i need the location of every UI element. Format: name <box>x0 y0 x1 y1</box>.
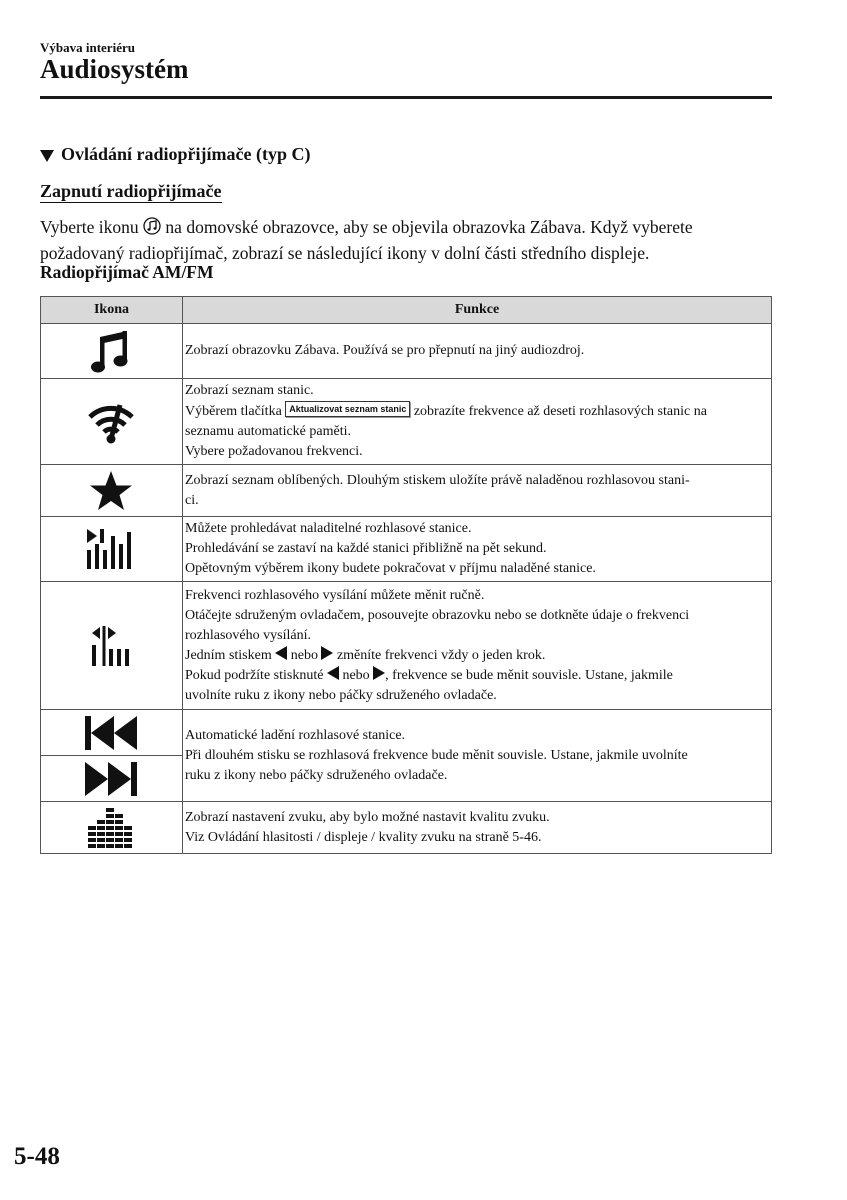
table-row <box>41 517 772 582</box>
function-text: Opětovným výběrem ikony budete pokračovat v příjmu naladěné stanice. <box>185 561 596 576</box>
subsection-heading: Zapnutí radiopřijímače <box>40 181 222 201</box>
function-text: Frekvenci rozhlasového vysílání můžete měnit ručně. <box>185 587 485 603</box>
function-text: ruku z ikony nebo páčky sdruženého ovladače. <box>185 767 448 783</box>
header-section-label: Výbava interiéru <box>40 40 135 55</box>
scan-icon <box>43 528 178 570</box>
header-divider <box>40 96 772 99</box>
function-text: ci. <box>185 492 199 508</box>
function-table <box>40 296 772 854</box>
function-text: Automatické ladění rozhlasové stanice. <box>185 727 406 743</box>
icon-cell <box>41 710 183 756</box>
icon-cell <box>41 802 183 854</box>
table-row <box>41 324 772 379</box>
function-text: Můžete prohledávat naladitelné rozhlasové stanice. <box>185 521 472 536</box>
function-cell <box>183 379 772 465</box>
table-row <box>41 582 772 710</box>
function-text: Výběrem tlačítka Aktualizovat seznam stanic zobrazíte frekvence až deseti rozhlasových stanic na <box>185 401 767 422</box>
am-fm-heading: Radiopřijímač AM/FM <box>40 262 214 282</box>
manual-tune-icon <box>43 625 178 667</box>
right-arrow-icon <box>373 666 385 680</box>
icon-cell <box>41 582 183 710</box>
function-cell <box>183 802 772 854</box>
table-row <box>41 802 772 854</box>
update-station-list-button: Aktualizovat seznam stanic <box>285 401 410 417</box>
function-cell <box>183 324 772 379</box>
icon-cell <box>41 324 183 379</box>
equalizer-icon <box>43 806 178 850</box>
music-note-circle-icon <box>143 217 161 241</box>
triangle-bullet-icon <box>40 150 54 162</box>
icon-cell <box>41 465 183 517</box>
function-text: Při dlouhém stisku se rozhlasová frekvence bude měnit souvisle. Ustane, jakmile uvolníte <box>185 747 688 763</box>
section-heading <box>40 144 311 165</box>
function-text: Zobrazí nastavení zvuku, aby bylo možné nastavit kvalitu zvuku. <box>185 809 550 825</box>
intro-paragraph <box>40 215 780 265</box>
icon-cell <box>41 756 183 802</box>
function-text: seznamu automatické paměti. <box>185 424 351 439</box>
intro-part1: Vyberte ikonu <box>40 217 139 237</box>
function-text: Otáčejte sdruženým ovladačem, posouvejte obrazovku nebo se dotkněte údaje o frekvenci <box>185 607 690 623</box>
star-icon <box>43 470 178 512</box>
function-text: uvolníte ruku z ikony nebo páčky sdruženého ovladače. <box>185 687 497 703</box>
function-cell <box>183 710 772 802</box>
function-text: Pokud podržíte stisknuté nebo , frekvence se bude měnit souvisle. Ustane, jakmile <box>185 667 673 683</box>
function-text: Zobrazí seznam oblíbených. Dlouhým stiskem uložíte právě naladěnou rozhlasovou stani- <box>185 472 690 488</box>
function-text: Zobrazí seznam stanic. <box>185 383 314 398</box>
function-text: Zobrazí obrazovku Zábava. Používá se pro přepnutí na jiný audiozdroj. <box>185 343 585 358</box>
table-header-row <box>41 297 772 324</box>
station-list-icon <box>43 399 178 445</box>
function-cell <box>183 517 772 582</box>
music-note-icon <box>43 328 178 374</box>
function-text: Viz Ovládání hlasitosti / displeje / kvality zvuku na straně 5-46. <box>185 829 542 845</box>
function-text: rozhlasového vysílání. <box>185 627 311 643</box>
column-header-function: Funkce <box>183 297 772 324</box>
page-title: Audiosystém <box>40 54 189 84</box>
function-cell <box>183 465 772 517</box>
table-row <box>41 465 772 517</box>
left-arrow-icon <box>327 666 339 680</box>
seek-back-icon <box>43 715 178 751</box>
section-heading-text: Ovládání radiopřijímače (typ C) <box>61 144 311 164</box>
function-text: Prohledávání se zastaví na každé stanici přibližně na pět sekund. <box>185 541 547 556</box>
function-text: Jedním stiskem nebo změníte frekvenci vždy o jeden krok. <box>185 647 546 663</box>
page-number: 5-48 <box>14 1143 60 1170</box>
left-arrow-icon <box>275 646 287 660</box>
function-text: Vybere požadovanou frekvenci. <box>185 444 363 459</box>
table-row <box>41 710 772 756</box>
right-arrow-icon <box>321 646 333 660</box>
icon-cell <box>41 517 183 582</box>
icon-cell <box>41 379 183 465</box>
intro-part2: na domovské obrazovce, aby se objevila obrazovka Zábava. Když vyberete požadovaný radiopřijímač, zobrazí se následující ikony v dolní části středního displeje. <box>40 217 693 263</box>
column-header-icon: Ikona <box>41 297 183 324</box>
function-cell <box>183 582 772 710</box>
seek-forward-icon <box>43 761 178 797</box>
table-row <box>41 379 772 465</box>
